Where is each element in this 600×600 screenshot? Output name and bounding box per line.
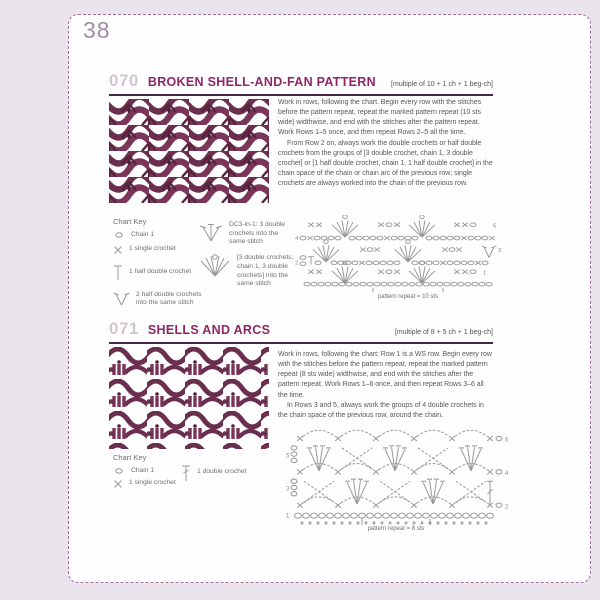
key-label: Chain 1 [131, 231, 155, 238]
chart-071-repeat-label: pattern repeat = 8 sts [367, 526, 425, 532]
book-page [68, 14, 591, 583]
chain-icon [113, 231, 125, 239]
pattern-070-paragraph-2: From Row 2 on, always work the double crochets or half double crochets from the groups of [3 double crochet, chain 1, 3 double crochet] or [1 half double crochet, chain 1, 1 half double crochet] in the chain space of the chain or chain arc of the previous row; single crochets are always worked into the chain of the previous row. [278, 139, 493, 188]
chart-070-diagram [293, 215, 505, 293]
photo-071-swatch [109, 347, 269, 449]
single-crochet-icon [113, 479, 123, 489]
key-item-2hdc-same-stitch [113, 291, 205, 308]
half-double-crochet-icon [113, 264, 123, 281]
pattern-071-paragraph-1: Work in rows, following the chart; Row 1 is a WS row. Begin every row with the stitches before the pattern repeat, repeat the marked pattern repeat (8 sts wide) widthwise, and end with the stitches after the pattern repeat. Work Rows 1–6 once, and then repeat Rows 3–6 all the time. [278, 351, 492, 399]
key-item-single-crochet [113, 245, 205, 255]
key-label: Chain 1 [131, 467, 155, 474]
chart-070-row-number-4: 4 [295, 236, 299, 242]
chart-071-row-number-5: 5 [286, 452, 290, 460]
chart-071-row-number-4: 4 [505, 469, 509, 478]
chart-070-repeat-label: pattern repeat = 10 sts [377, 294, 439, 300]
key-label: [3 double crochets, chain 1, 3 double crochets] into the same stitch [237, 254, 294, 288]
pattern-071-chart-key-col2 [181, 463, 271, 487]
pattern-070-chart-key-col2 [199, 221, 305, 294]
single-crochet-icon [113, 245, 123, 255]
double-crochet-icon [181, 463, 191, 482]
chart-070-row-number-2: 2 [295, 260, 299, 267]
pattern-071-title: SHELLS AND ARCS [147, 323, 271, 337]
dc3-in-1-icon [199, 223, 223, 242]
chart-071-row-number-3: 3 [286, 485, 290, 493]
pattern-071-paragraph-2: In Rows 3 and 5, always work the groups of 4 double crochets in the chain space of the previous row, around the chain. [278, 401, 484, 419]
pattern-070-paragraph-1: Work in rows, following the chart. Begin every row with the stitches before the pattern repeat, repeat the marked pattern repeat (10 sts wide) widthwise, and end with the stitches after the pattern repeat. Work Rows 1–5 once, and then repeat Rows 2–5 all the time. [278, 99, 482, 137]
pattern-070-multiple: [multiple of 10 + 1 ch + 1 beg-ch] [391, 81, 493, 88]
pattern-070-header [109, 71, 493, 96]
chart-070-row-number-3: 3 [498, 248, 502, 255]
chart-071-diagram [284, 425, 512, 525]
chart-071-row-number-1: 1 [286, 512, 290, 520]
key-item-double-crochet [181, 463, 271, 482]
pattern-071-header [109, 319, 493, 344]
pattern-071-instructions [278, 350, 494, 421]
pattern-071-multiple: [multiple of 8 + 5 ch + 1 beg-ch] [394, 329, 493, 336]
chart-070-row-number-5: 5 [493, 223, 497, 230]
chain-icon [113, 467, 125, 475]
chart-070-row-number-1: 1 [483, 270, 487, 277]
two-hdc-same-stitch-icon [113, 291, 130, 306]
photo-070-swatch [109, 99, 269, 203]
chart-071-row-number-2: 2 [505, 503, 509, 511]
pattern-070-chart-key [113, 217, 205, 313]
key-item-shell [199, 254, 305, 289]
pattern-070-instructions [278, 98, 494, 189]
chart-key-title-071: Chart Key [113, 453, 147, 462]
chart-071-row-number-6: 6 [505, 436, 509, 444]
page-number: 38 [83, 17, 111, 43]
key-item-chain [113, 231, 205, 240]
key-label: 2 half double crochets into the same stitch [136, 290, 202, 307]
shell-3dc-ch-3dc-icon [199, 254, 231, 277]
key-label: 1 double crochet [197, 468, 247, 476]
pattern-071-number: 071 [109, 319, 139, 338]
pattern-070-number: 070 [109, 71, 139, 90]
key-label: 1 half double crochet [129, 267, 192, 275]
key-item-half-double-crochet [113, 264, 205, 281]
key-label: DC3-in-1: 3 double crochets into the same stitch [229, 221, 286, 246]
key-item-dc3-in-1 [199, 221, 305, 247]
pattern-070-title: BROKEN SHELL-AND-FAN PATTERN [147, 75, 376, 89]
chart-key-title-070: Chart Key [113, 217, 147, 226]
key-label: 1 single crochet [129, 245, 176, 253]
key-label: 1 single crochet [129, 479, 176, 487]
